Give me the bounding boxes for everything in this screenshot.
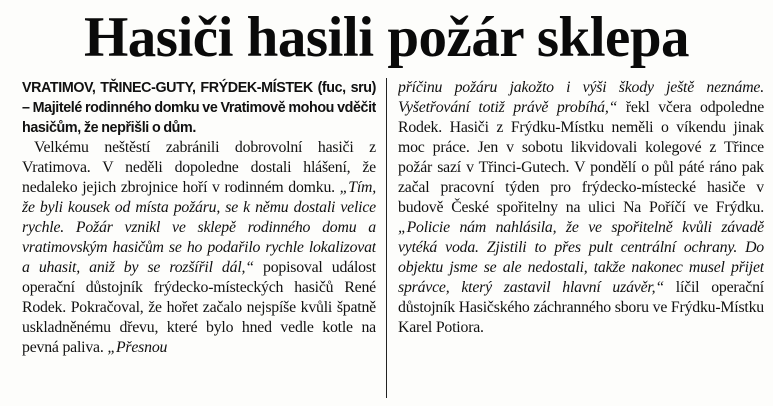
body-text-segment: líčil operační důstojník Hasičského záchranného sboru ve Frýdku-Místku Karel Potiora. xyxy=(398,279,764,336)
lead-dateline: VRATIMOV, TŘINEC-GUTY, FRÝDEK-MÍSTEK (fuc, sru) xyxy=(22,80,376,96)
body-text-segment: popisoval událost operační důstojník frýdecko-místeckých hasičů René Rodek. Pokračoval, že hořet začalo nejspíše kvůli špatně uskladněnému dřevu, které bylo hned vedle kotle na pevná paliva. xyxy=(22,259,376,356)
quote-segment: „Přesnou xyxy=(107,339,168,356)
column-divider xyxy=(386,78,387,398)
lead-paragraph xyxy=(22,78,376,138)
article-body-right xyxy=(398,78,764,338)
headline: Hasiči hasili požár sklepa xyxy=(83,6,690,69)
body-text-segment: řekl včera odpoledne Rodek. Hasiči z Frýdku-Místku neměli o víkendu jinak moc práce. Jen v sobotu likvidovali kolegové z Třince požár sazí v Třinci-Gutech. V pondělí o půl páté ráno pak začal pracovní týden pro frýdecko-místecké hasiče v budově České spořitelny na ulici Na Poříčí ve Frýdku. xyxy=(398,99,764,216)
quote-segment: „Policie nám nahlásila, že ve spořitelně kvůli závadě vytéká voda. Zjistili to přes pult centrální ochrany. Do objektu jsme se ale nedostali, takže nakonec musel přijet správce, který zastavil hlavní uzávěr,“ xyxy=(398,219,764,296)
lead-text: – Majitelé rodinného domku ve Vratimově mohou vděčit hasičům, že nepřišli o dům. xyxy=(22,100,376,136)
body-text-segment: Velkému neštěstí zabránili dobrovolní hasiči z Vratimova. V neděli dopoledne dostali hlášení, že nedaleko jejich zbrojnice hoří v rodinném domku. xyxy=(22,139,376,196)
left-column xyxy=(22,78,376,400)
right-column xyxy=(398,78,764,400)
quote-segment: příčinu požáru jakožto i výši škody ještě neznáme. Vyšetřování totiž právě probíhá,“ xyxy=(398,79,764,116)
quote-segment: „Tím, že byli kousek od místa požáru, se k němu dostali velice rychle. Požár vznikl ve sklepě rodinného domu a vratimovským hasičům se ho podařilo rychle lokalizovat a uhasit, aniž by se rozšířil dál,“ xyxy=(22,179,376,276)
article-body-left xyxy=(22,138,376,358)
